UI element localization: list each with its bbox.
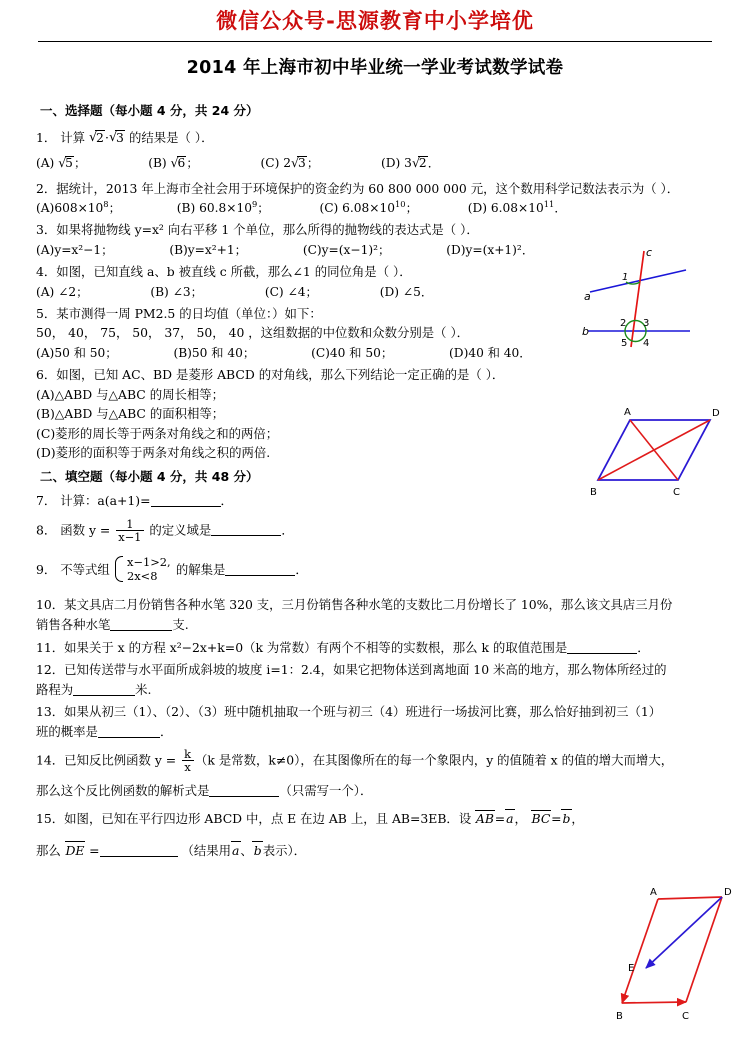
question-9: 9． 不等式组 x−1>2, 2x<8 的解集是 ．: [36, 554, 308, 584]
option-4-b[interactable]: (B) ∠3；: [150, 284, 203, 299]
sqrt-3-icon: √ 3: [291, 156, 307, 170]
figure-transversal-angles: [582, 246, 694, 350]
question-7: 7． 计算：a(a+1)= ．: [36, 492, 233, 508]
vertex-label-a: A: [650, 887, 657, 898]
question-10-line1: 某文具店二月份销售各种水笔 320 支，三月份销售各种水笔的支数比二月份增长了 10%，那么该文具店三月份: [64, 597, 673, 613]
question-13-line2: 班的概率是 ．: [36, 724, 173, 740]
multiplication-dot: ·: [105, 130, 109, 146]
option-2-a[interactable]: $(A)608\times 10^8$；: [36, 199, 121, 216]
question-11-text: 如果关于 x 的方程 x²−2x+k=0（k 为常数）有两个不相等的实数根，那么 k 的取值范围是: [64, 639, 568, 655]
sqrt-2-icon: √ 2: [412, 156, 428, 170]
fraction-one-over-x-minus-1: $\frac{1}{x-1}$: [116, 518, 144, 543]
question-9-post: 的解集是: [175, 561, 226, 577]
answer-blank-14[interactable]: [209, 784, 279, 797]
option-4-a[interactable]: (A) ∠2；: [36, 284, 89, 299]
header-divider: [38, 41, 712, 42]
question-2: [36, 180, 716, 198]
option-6-a[interactable]: (A)△ABD 与△ABC 的周长相等；: [36, 386, 225, 402]
answer-blank-8[interactable]: [211, 523, 281, 536]
spacer: [199, 154, 261, 171]
option-5-d[interactable]: (D)40 和 40．: [449, 345, 532, 360]
line-c: [631, 251, 644, 347]
spacer: [418, 199, 468, 216]
angle-label-2: 2: [620, 318, 627, 329]
inequality-system: x−1>2, 2x<8: [115, 555, 171, 584]
question-14: [36, 748, 716, 773]
sqrt-2: √ 2: [89, 129, 105, 147]
question-4-stem: 如图，已知直线 a、b 被直线 c 所截，那么∠1 的同位角是（ ）．: [56, 264, 412, 280]
question-3-stem: 如果将抛物线 y=x² 向右平移 1 个单位，那么所得的抛物线的表达式是（ ）．: [56, 222, 479, 238]
question-1-number: 1．: [36, 130, 57, 146]
question-1-options: [36, 154, 716, 171]
fraction-k-over-x: $\frac{k}{x}$: [182, 748, 194, 773]
line-a: [590, 270, 686, 292]
question-1: [36, 129, 716, 147]
question-1-stem-end: ）．: [194, 130, 214, 146]
question-6: [36, 366, 716, 384]
question-15-line1: 如图，已知在平行四边形 ABCD 中，点 E 在边 AB 上，且 AB=3EB．设: [64, 811, 472, 827]
question-11: 11．如果关于 x 的方程 x²−2x+k=0（k 为常数）有两个不相等的实数根，那么 k 的取值范围是 ．: [36, 639, 650, 655]
side-bc-vector: [622, 1002, 686, 1003]
line-a-label: a: [584, 290, 591, 303]
question-4-number: 4．: [36, 264, 57, 280]
angle-label-5: 5: [621, 338, 628, 349]
line-b-label: b: [582, 325, 589, 338]
option-5-b[interactable]: (B)50 和 40；: [173, 345, 256, 360]
question-12-line2: 路程为 米.: [36, 681, 152, 697]
question-12-line1: 已知传送带与水平面所成斜坡的坡度 i=1：2.4，如果它把物体送到离地面 10 米高的地方，那么物体所经过的: [64, 662, 667, 678]
side-ad: [658, 897, 722, 899]
spacer: [269, 199, 319, 216]
question-2-stem: 据统计，2013 年上海市全社会用于环境保护的资金约为 60 800 000 000 元，这个数用科学记数法表示为（ ）．: [56, 180, 680, 196]
option-1-c[interactable]: (C) 2 √ 3；: [261, 154, 319, 171]
answer-blank-15[interactable]: [100, 844, 178, 857]
section-heading-choice: 一、选择题（每小题 4 分，共 24 分）: [40, 103, 259, 119]
option-1-d[interactable]: (D) 3 √ 2．: [381, 154, 440, 171]
vertex-label-c: C: [673, 487, 680, 498]
option-1-a[interactable]: (A) √ 5；: [36, 154, 86, 171]
option-5-c[interactable]: (C)40 和 50；: [311, 345, 394, 360]
spacer: [393, 344, 449, 361]
spacer: [86, 154, 148, 171]
spacer: [121, 199, 177, 216]
answer-blank-11[interactable]: [567, 641, 637, 654]
question-1-stem-pre: 计算: [60, 130, 86, 146]
question-5-stem: 某市测得一周 PM2.5 的日均值（单位：）如下：: [56, 305, 322, 321]
question-6-number: 6．: [36, 366, 57, 382]
vector-bc: BC: [531, 811, 551, 827]
vector-a: a: [506, 811, 514, 827]
line-c-label: c: [646, 246, 653, 259]
question-14-line2: 那么这个反比例函数的解析式是 （只需写一个）．: [36, 782, 373, 798]
question-5-data: 50， 40， 75， 50， 37， 50， 40 ，这组数据的中位数和众数分别是（ ）．: [36, 325, 470, 341]
angle-label-1: 1: [622, 272, 629, 283]
angle-label-4: 4: [643, 338, 650, 349]
spacer: [318, 283, 380, 300]
option-3-c[interactable]: (C)y=(x−1)²；: [302, 243, 391, 258]
sqrt-6-icon: √ 6: [171, 156, 187, 170]
answer-blank-9[interactable]: [225, 563, 295, 576]
question-6-stem: 如图，已知 AC、BD 是菱形 ABCD 的对角线，那么下列结论一定正确的是（ ）．: [56, 366, 505, 382]
vertex-label-e: E: [628, 963, 635, 974]
question-11-number: 11．: [36, 639, 65, 655]
answer-blank-13[interactable]: [98, 725, 160, 738]
question-3-number: 3．: [36, 222, 57, 238]
question-9-pre: 不等式组: [60, 561, 110, 577]
side-ab-vector: [622, 899, 658, 1003]
question-7-number: 7．: [36, 492, 57, 508]
question-5-number: 5．: [36, 305, 57, 321]
spacer: [113, 241, 169, 258]
spacer: [117, 344, 173, 361]
question-8-number: 8．: [36, 522, 57, 538]
question-8-post: 的定义域是: [149, 522, 212, 538]
option-4-c[interactable]: (C) ∠4；: [264, 284, 318, 299]
question-7-pre: 计算：: [60, 492, 98, 508]
option-2-c[interactable]: (C) $6.08\times 10^{10}$；: [319, 199, 418, 216]
option-6-c[interactable]: (C)菱形的周长等于两条对角线之和的两倍；: [36, 425, 279, 441]
question-10-line2: 销售各种水笔 支.: [36, 617, 189, 633]
spacer: [319, 154, 381, 171]
spacer: [203, 283, 265, 300]
figure-rhombus-abcd: [588, 402, 720, 498]
question-12-number: 12．: [36, 662, 65, 678]
vector-b: b: [562, 811, 571, 827]
spacer: [247, 241, 303, 258]
question-14-pre: 已知反比例函数 y =: [64, 752, 177, 768]
question-15-number: 15．: [36, 811, 65, 827]
question-13-number: 13．: [36, 704, 65, 720]
answer-blank-10[interactable]: [110, 618, 172, 631]
option-2-b[interactable]: (B) $60.8\times 10^9$；: [176, 199, 270, 216]
option-1-b[interactable]: (B) √ 6；: [148, 154, 198, 171]
option-6-b[interactable]: (B)△ABD 与△ABC 的面积相等；: [36, 406, 225, 422]
sqrt-5-icon: √ 5: [58, 156, 74, 170]
option-5-a[interactable]: (A)50 和 50；: [36, 345, 118, 360]
question-2-number: 2．: [36, 180, 57, 196]
vector-b-2: b: [253, 843, 262, 859]
question-1-stem-post: 的结果是（: [128, 130, 191, 146]
answer-blank-7[interactable]: [151, 494, 221, 507]
vector-de: DE: [65, 843, 85, 859]
question-10-number: 10．: [36, 597, 65, 613]
question-7-expr: a(a+1)=: [97, 492, 151, 508]
question-3: [36, 221, 716, 239]
vertex-label-c: C: [682, 1011, 689, 1022]
question-14-number: 14．: [36, 752, 65, 768]
spacer: [88, 283, 150, 300]
section-heading-fill: 二、填空题（每小题 4 分，共 48 分）: [40, 468, 259, 484]
vertex-label-d: D: [724, 887, 732, 898]
promo-banner: 微信公众号-思源教育中小学培优: [216, 9, 534, 33]
spacer: [390, 241, 446, 258]
vector-a-2: a: [232, 843, 240, 859]
vertex-label-b: B: [590, 487, 597, 498]
angle-label-3: 3: [643, 318, 650, 329]
spacer: [255, 344, 311, 361]
option-4-d[interactable]: (D) ∠5．: [379, 284, 434, 299]
sqrt-3: √ 3: [109, 129, 125, 147]
answer-blank-12[interactable]: [73, 683, 135, 696]
question-13-line1: 如果从初三（1）、（2）、（3）班中随机抽取一个班与初三（4）班进行一场拔河比赛，那么恰好抽到初三（1）: [64, 704, 662, 720]
question-13: [36, 703, 716, 721]
vertex-label-b: B: [616, 1011, 623, 1022]
option-2-d[interactable]: (D) $6.08\times 10^{11}$．: [467, 199, 567, 216]
vertex-label-a: A: [624, 407, 631, 418]
question-10: [36, 596, 716, 614]
question-15-line2: 那么 DE = （结果用a、b表示）．: [36, 843, 307, 859]
page-title: 2014 年上海市初中毕业统一学业考试数学试卷: [186, 58, 564, 79]
option-3-d[interactable]: (D)y=(x+1)²．: [446, 243, 534, 258]
question-9-number: 9．: [36, 561, 57, 577]
vertex-label-d: D: [712, 408, 720, 419]
question-12: [36, 661, 716, 679]
option-3-b[interactable]: (B)y=x²+1；: [169, 243, 247, 258]
question-14-mid: （k 是常数，k≠0），在其图像所在的每一个象限内，y 的值随着 x 的值的增大而增大，: [195, 752, 674, 768]
question-8: 8． 函数 y = $\frac{1}{x-1}$ 的定义域是 ．: [36, 516, 294, 544]
question-2-options: [36, 199, 716, 216]
option-6-d[interactable]: (D)菱形的面积等于两条对角线之积的两倍.: [36, 445, 271, 461]
figure-parallelogram-abcd-e: [606, 885, 738, 1025]
option-3-a[interactable]: (A)y=x²−1；: [36, 243, 114, 258]
question-8-pre: 函数 y =: [60, 522, 111, 538]
question-15: 15．如图，已知在平行四边形 ABCD 中，点 E 在边 AB 上，且 AB=3EB．设 AB=a， BC=b，: [36, 811, 584, 827]
vector-ab: AB: [475, 811, 494, 827]
